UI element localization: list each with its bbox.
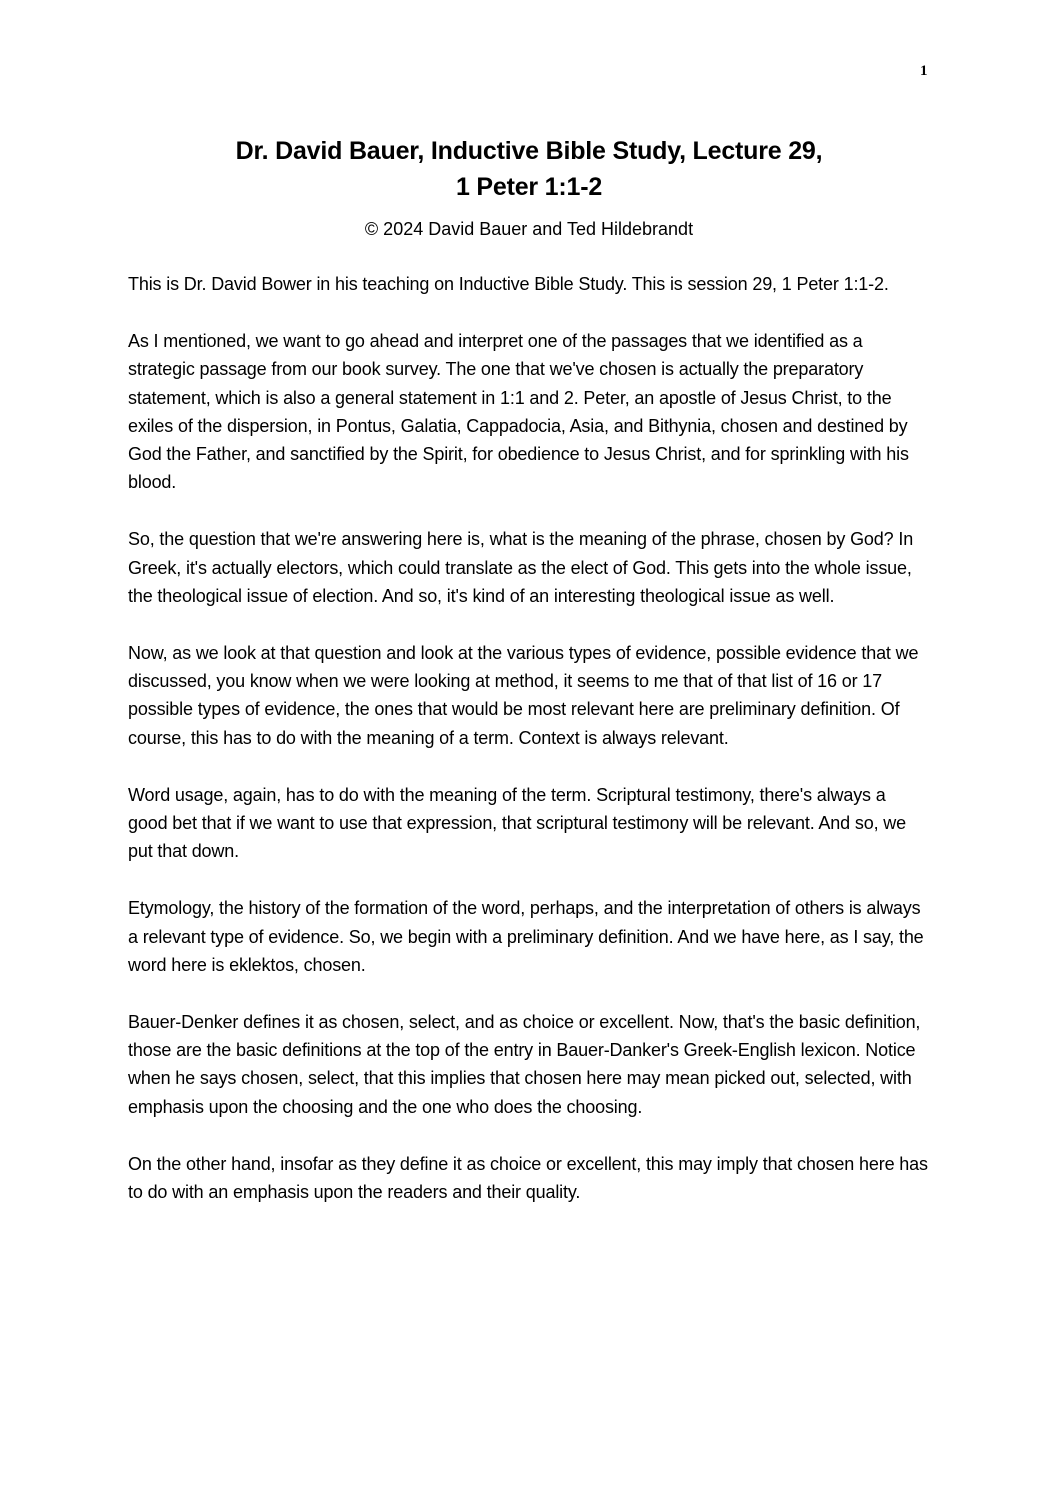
title-line-2: 1 Peter 1:1-2 (455, 173, 603, 201)
paragraph: On the other hand, insofar as they define it as choice or excellent, this may imply that chosen here has to do with an emphasis upon the readers and their quality. (128, 1153, 928, 1203)
paragraph: So, the question that we're answering here is, what is the meaning of the phrase, chosen by God? In Greek, it's actually electors, which could translate as the elect of God. This gets into the whole issue, the theological issue of election. And so, it's kind of an interesting theological issue as well. (128, 529, 914, 606)
paragraph: As I mentioned, we want to go ahead and interpret one of the passages that we identified as a strategic passage from our book survey. The one that we've chosen is actually the preparatory statement, which is also a general statement in 1:1 and 2. Peter, an apostle of Jesus Christ, to the exiles of the dispersion, in Pontus, Galatia, Cappadocia, Asia, and Bithynia, chosen and destined by God the Father, and sanctified by the Spirit, for obedience to Jesus Christ, and for sprinkling with his blood. (128, 331, 909, 493)
page-number: 1 (920, 63, 928, 79)
copyright-line: © 2024 David Bauer and Ted Hildebrandt (364, 219, 694, 239)
paragraph: Word usage, again, has to do with the meaning of the term. Scriptural testimony, there's always a good bet that if we want to use that expression, that scriptural testimony will be relevant. And so, we put that down. (128, 784, 906, 862)
paragraph: This is Dr. David Bower in his teaching on Inductive Bible Study. This is session 29, 1 Peter 1:1-2. (128, 274, 889, 294)
paragraph: Bauer-Denker defines it as chosen, select, and as choice or excellent. Now, that's the basic definition, those are the basic definitions at the top of the entry in Bauer-Danker's Greek-English lexicon. Notice when he says chosen, select, that this implies that chosen here may mean picked out, selected, with emphasis upon the choosing and the one who does the choosing. (128, 1012, 921, 1117)
document-title (128, 133, 930, 205)
title-line-1: Dr. David Bauer, Inductive Bible Study, Lecture 29, (235, 137, 823, 165)
transcript-body (128, 270, 928, 1235)
paragraph: Now, as we look at that question and look at the various types of evidence, possible evidence that we discussed, you know when we were looking at method, it seems to me that of that list of 16 or 17 possible types of evidence, the ones that would be most relevant here are preliminary definition. Of course, this has to do with the meaning of a term. Context is always relevant. (128, 643, 919, 748)
paragraph: Etymology, the history of the formation of the word, perhaps, and the interpretation of others is always a relevant type of evidence. So, we begin with a preliminary definition. And we have here, as I say, the word here is eklektos, chosen. (128, 898, 924, 975)
